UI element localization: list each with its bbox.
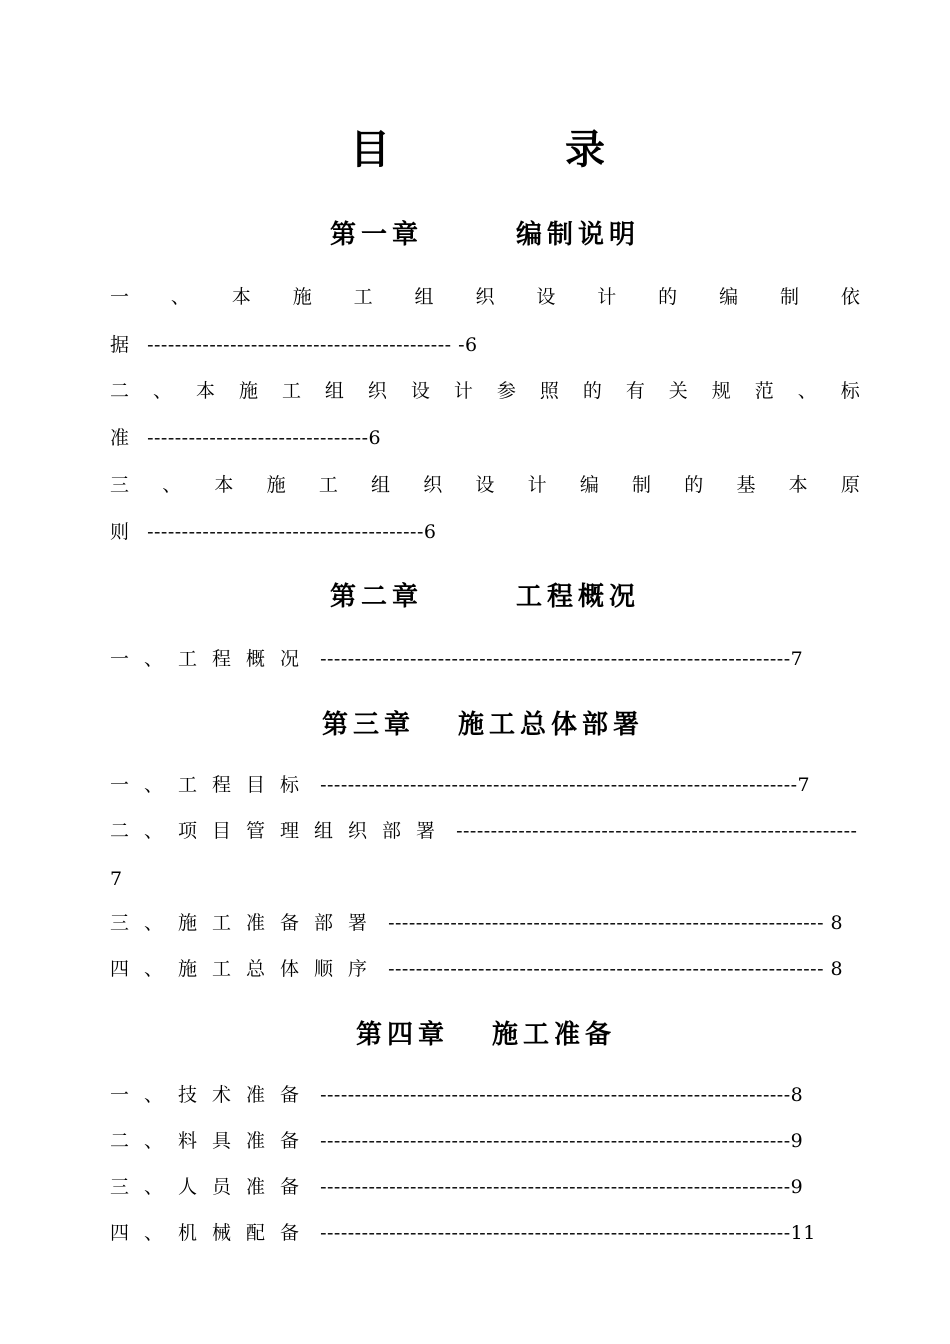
toc-leader: -------------------------------------------- -6: [147, 334, 478, 356]
chapter-2-number: 第二章: [330, 582, 424, 612]
toc-entry-3-1[interactable]: [110, 770, 810, 800]
toc-leader: --------------------------------------------------------------------9: [320, 1130, 804, 1152]
toc-leader: ----------------------------------------6: [147, 521, 437, 543]
toc-entry-char: 照: [539, 380, 559, 402]
toc-title: [0, 118, 950, 174]
toc-entry-char: 制: [632, 474, 652, 496]
chapter-3-name: 施工总体部署: [458, 710, 645, 740]
chapter-1-number: 第一章: [330, 220, 424, 250]
toc-entry-char: 施: [238, 380, 258, 402]
toc-entry-char: 依: [840, 286, 860, 308]
toc-entry-char: 组: [324, 380, 344, 402]
toc-leader: --------------------------------6: [147, 427, 382, 449]
toc-entry-text: 一、技术准备: [110, 1084, 315, 1106]
toc-entry-3-2-page: [110, 864, 122, 894]
chapter-2-name: 工程概况: [516, 582, 641, 612]
toc-entry-char: 、: [152, 380, 172, 402]
toc-title-char-1: 目: [350, 127, 390, 173]
toc-leader: --------------------------------------------------------------- 8: [388, 912, 844, 934]
toc-entry-text: 一、工程概况: [110, 648, 315, 670]
toc-entry-1-2-second-line[interactable]: [110, 423, 381, 453]
chapter-4-name: 施工准备: [492, 1020, 617, 1050]
toc-leader: --------------------------------------------------------------- 8: [388, 958, 844, 980]
toc-entry-char: 设: [475, 474, 495, 496]
chapter-2-heading: [0, 576, 950, 616]
toc-entry-4-2[interactable]: [110, 1126, 803, 1156]
toc-entry-text: 则: [110, 521, 130, 543]
toc-entry-char: 本: [788, 474, 808, 496]
toc-entry-1-3-first-line[interactable]: [110, 470, 860, 500]
toc-entry-text: 二、项目管理组织部署: [110, 820, 451, 842]
toc-entry-char: 施: [266, 474, 286, 496]
toc-entry-char: 三: [110, 474, 130, 496]
toc-entry-char: 参: [496, 380, 516, 402]
toc-entry-char: 规: [711, 380, 731, 402]
toc-entry-text: 四、施工总体顺序: [110, 958, 383, 980]
toc-page-number: 7: [110, 868, 123, 890]
toc-entry-char: 计: [453, 380, 473, 402]
chapter-3-heading: [0, 704, 950, 744]
toc-entry-char: 、: [162, 474, 182, 496]
toc-leader: --------------------------------------------------------------------11: [320, 1222, 816, 1244]
toc-entry-char: 、: [797, 380, 817, 402]
toc-entry-char: 的: [582, 380, 602, 402]
toc-entry-char: 的: [684, 474, 704, 496]
toc-entry-char: 设: [410, 380, 430, 402]
toc-entry-char: 编: [719, 286, 739, 308]
toc-entry-char: 织: [367, 380, 387, 402]
toc-title-char-2: 录: [565, 127, 605, 173]
toc-entry-char: 原: [840, 474, 860, 496]
toc-entry-char: 有: [625, 380, 645, 402]
toc-entry-char: 组: [414, 286, 434, 308]
toc-entry-char: 织: [423, 474, 443, 496]
toc-entry-4-4[interactable]: [110, 1218, 816, 1248]
toc-entry-1-1-first-line[interactable]: [110, 282, 860, 312]
toc-entry-char: 二: [110, 380, 130, 402]
toc-entry-char: 工: [281, 380, 301, 402]
toc-entry-char: 织: [475, 286, 495, 308]
toc-entry-1-2-first-line[interactable]: [110, 376, 860, 406]
toc-entry-2-1[interactable]: [110, 644, 803, 674]
toc-entry-char: 本: [195, 380, 215, 402]
toc-entry-3-2[interactable]: [110, 816, 857, 846]
toc-entry-text: 三、施工准备部署: [110, 912, 383, 934]
chapter-1-name: 编制说明: [516, 220, 641, 250]
toc-entry-text: 二、料具准备: [110, 1130, 315, 1152]
chapter-1-heading: [0, 214, 950, 254]
toc-entry-3-3[interactable]: [110, 908, 843, 938]
toc-entry-char: 基: [736, 474, 756, 496]
toc-entry-char: 本: [231, 286, 251, 308]
toc-entry-char: 一: [110, 286, 130, 308]
toc-entry-1-3-second-line[interactable]: [110, 517, 436, 547]
toc-entry-char: 施: [292, 286, 312, 308]
chapter-3-number: 第三章: [322, 710, 416, 740]
toc-entry-char: 制: [779, 286, 799, 308]
toc-leader: --------------------------------------------------------------------9: [320, 1176, 804, 1198]
toc-entry-text: 四、机械配备: [110, 1222, 315, 1244]
toc-leader: --------------------------------------------------------------------7: [320, 648, 804, 670]
toc-entry-char: 工: [353, 286, 373, 308]
toc-leader: ----------------------------------------------------------: [456, 820, 858, 842]
toc-entry-char: 工: [318, 474, 338, 496]
toc-entry-char: 计: [597, 286, 617, 308]
toc-entry-char: 范: [754, 380, 774, 402]
toc-entry-4-1[interactable]: [110, 1080, 803, 1110]
chapter-4-heading: [0, 1014, 950, 1054]
toc-entry-char: 、: [170, 286, 190, 308]
toc-entry-text: 三、人员准备: [110, 1176, 315, 1198]
toc-entry-char: 标: [840, 380, 860, 402]
toc-entry-char: 设: [536, 286, 556, 308]
toc-entry-char: 的: [658, 286, 678, 308]
toc-entry-char: 编: [579, 474, 599, 496]
toc-entry-text: 一、工程目标: [110, 774, 315, 796]
toc-entry-char: 计: [527, 474, 547, 496]
chapter-4-number: 第四章: [356, 1020, 450, 1050]
toc-leader: --------------------------------------------------------------------8: [320, 1084, 804, 1106]
toc-entry-text: 据: [110, 334, 130, 356]
toc-entry-char: 本: [214, 474, 234, 496]
toc-entry-3-4[interactable]: [110, 954, 843, 984]
toc-entry-char: 关: [668, 380, 688, 402]
toc-entry-char: 组: [371, 474, 391, 496]
toc-entry-4-3[interactable]: [110, 1172, 803, 1202]
toc-entry-text: 准: [110, 427, 130, 449]
toc-leader: ---------------------------------------------------------------------7: [320, 774, 811, 796]
toc-entry-1-1-second-line[interactable]: [110, 330, 478, 360]
